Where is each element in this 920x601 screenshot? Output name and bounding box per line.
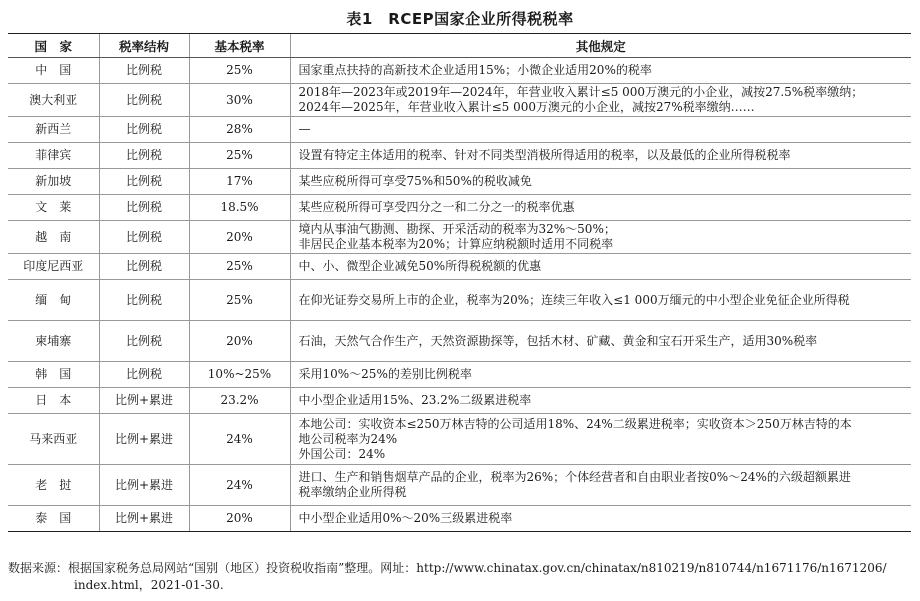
provision-line: 中小型企业适用15%、23.2%二级累进税率 — [298, 393, 532, 407]
provision-line: 2024年—2025年，年营业收入累计≤5 000万澳元的小企业，减按27%税率缴纳…… — [298, 100, 755, 114]
structure-cell: 比例+累进 — [99, 414, 189, 465]
table-row — [8, 465, 911, 506]
other-provisions-cell — [290, 506, 911, 532]
other-provisions-cell — [290, 221, 911, 254]
base-rate-cell: 18.5% — [189, 195, 290, 221]
table-row — [8, 414, 911, 465]
header-other: 其他规定 — [290, 34, 911, 58]
other-provisions-cell — [290, 84, 911, 117]
base-rate-cell: 23.2% — [189, 388, 290, 414]
source-line-2: index.html，2021-01-30. — [74, 578, 224, 592]
structure-cell: 比例税 — [99, 321, 189, 362]
country-cell: 缅 甸 — [8, 280, 99, 321]
country-cell: 菲律宾 — [8, 143, 99, 169]
base-rate-cell: 20% — [189, 506, 290, 532]
table-body — [8, 58, 911, 532]
provision-line: 非居民企业基本税率为20%；计算应纳税额时适用不同税率 — [298, 237, 614, 251]
provision-line: 本地公司：实收资本≤250万林吉特的公司适用18%、24%二级累进税率；实收资本＞250万林吉特的本 — [298, 416, 852, 431]
provision-line: 石油，天然气合作生产，天然资源勘探等，包括木材、矿藏、黄金和宝石开采生产，适用30%税率 — [298, 333, 818, 348]
other-provisions-cell — [290, 414, 911, 465]
structure-cell: 比例税 — [99, 117, 189, 143]
structure-cell: 比例税 — [99, 254, 189, 280]
other-provisions-cell — [290, 58, 911, 84]
country-cell: 柬埔寨 — [8, 321, 99, 362]
base-rate-cell: 25% — [189, 254, 290, 280]
provision-line: 采用10%～25%的差别比例税率 — [298, 367, 472, 381]
base-rate-cell: 30% — [189, 84, 290, 117]
other-provisions-cell — [290, 465, 911, 506]
other-provisions-cell — [290, 321, 911, 362]
table-row — [8, 280, 911, 321]
other-provisions-cell — [290, 362, 911, 388]
provision-line: 在仰光证券交易所上市的企业，税率为20%；连续三年收入≤1 000万缅元的中小型企业免征企业所得税 — [298, 292, 850, 307]
source-line-1: 数据来源：根据国家税务总局网站“国别（地区）投资税收指南”整理。网址：http://www.chinatax.gov.cn/chinatax/n810219/n810744/n1671176/n1671206/ — [8, 561, 887, 575]
table-row — [8, 169, 911, 195]
structure-cell: 比例税 — [99, 143, 189, 169]
base-rate-cell: 25% — [189, 143, 290, 169]
other-provisions-cell — [290, 254, 911, 280]
base-rate-cell: 25% — [189, 58, 290, 84]
table-row — [8, 143, 911, 169]
country-cell: 澳大利亚 — [8, 84, 99, 117]
structure-cell: 比例+累进 — [99, 465, 189, 506]
country-cell: 韩 国 — [8, 362, 99, 388]
provision-line: 2018年—2023年或2019年—2024年，年营业收入累计≤5 000万澳元的小企业，减按27.5%税率缴纳； — [298, 85, 864, 99]
country-cell: 印度尼西亚 — [8, 254, 99, 280]
provision-line: 中、小、微型企业减免50%所得税税额的优惠 — [298, 259, 542, 273]
base-rate-cell: 25% — [189, 280, 290, 321]
other-provisions-cell — [290, 117, 911, 143]
other-provisions-cell — [290, 169, 911, 195]
table-row — [8, 321, 911, 362]
structure-cell: 比例税 — [99, 169, 189, 195]
country-cell: 马来西亚 — [8, 414, 99, 465]
header-rate: 基本税率 — [189, 34, 290, 58]
base-rate-cell: 24% — [189, 465, 290, 506]
provision-line: 税率缴纳企业所得税 — [298, 485, 407, 499]
provision-line: 境内从事油气勘测、勘探、开采活动的税率为32%～50%； — [298, 222, 616, 236]
country-cell: 日 本 — [8, 388, 99, 414]
structure-cell: 比例税 — [99, 84, 189, 117]
other-provisions-cell — [290, 143, 911, 169]
provision-line: — — [298, 122, 311, 136]
structure-cell: 比例税 — [99, 195, 189, 221]
header-row — [8, 34, 911, 58]
other-provisions-cell — [290, 280, 911, 321]
country-cell: 越 南 — [8, 221, 99, 254]
provision-line: 中小型企业适用0%～20%三级累进税率 — [298, 511, 513, 525]
provision-line: 某些应税所得可享受75%和50%的税收减免 — [298, 174, 532, 188]
table-title: 表1 RCEP国家企业所得税税率 — [346, 10, 574, 28]
table-row — [8, 195, 911, 221]
structure-cell: 比例税 — [99, 280, 189, 321]
table-row — [8, 362, 911, 388]
other-provisions-cell — [290, 388, 911, 414]
provision-line: 地公司税率为24% — [298, 431, 398, 446]
country-cell: 老 挝 — [8, 465, 99, 506]
country-cell: 文 莱 — [8, 195, 99, 221]
provision-line: 国家重点扶持的高新技术企业适用15%；小微企业适用20%的税率 — [298, 63, 652, 77]
base-rate-cell: 10%~25% — [189, 362, 290, 388]
provision-line: 外国公司：24% — [298, 446, 386, 461]
table-row — [8, 117, 911, 143]
table-row — [8, 84, 911, 117]
structure-cell: 比例税 — [99, 58, 189, 84]
base-rate-cell: 17% — [189, 169, 290, 195]
header-country: 国 家 — [8, 34, 99, 58]
base-rate-cell: 20% — [189, 321, 290, 362]
structure-cell: 比例+累进 — [99, 388, 189, 414]
base-rate-cell: 24% — [189, 414, 290, 465]
provision-line: 某些应税所得可享受四分之一和二分之一的税率优惠 — [298, 200, 575, 214]
structure-cell: 比例税 — [99, 362, 189, 388]
country-cell: 泰 国 — [8, 506, 99, 532]
tax-rate-table — [8, 33, 911, 532]
data-source-note — [8, 560, 913, 594]
country-cell: 中 国 — [8, 58, 99, 84]
other-provisions-cell — [290, 195, 911, 221]
structure-cell: 比例+累进 — [99, 506, 189, 532]
table-row — [8, 388, 911, 414]
structure-cell: 比例税 — [99, 221, 189, 254]
table-row — [8, 506, 911, 532]
country-cell: 新西兰 — [8, 117, 99, 143]
table-row — [8, 58, 911, 84]
provision-line: 设置有特定主体适用的税率、针对不同类型消极所得适用的税率，以及最低的企业所得税税率 — [298, 148, 791, 162]
table-row — [8, 221, 911, 254]
header-structure: 税率结构 — [99, 34, 189, 58]
country-cell: 新加坡 — [8, 169, 99, 195]
provision-line: 进口、生产和销售烟草产品的企业，税率为26%；个体经营者和自由职业者按0%～24%的六级超额累进 — [298, 470, 851, 484]
table-row — [8, 254, 911, 280]
base-rate-cell: 28% — [189, 117, 290, 143]
base-rate-cell: 20% — [189, 221, 290, 254]
